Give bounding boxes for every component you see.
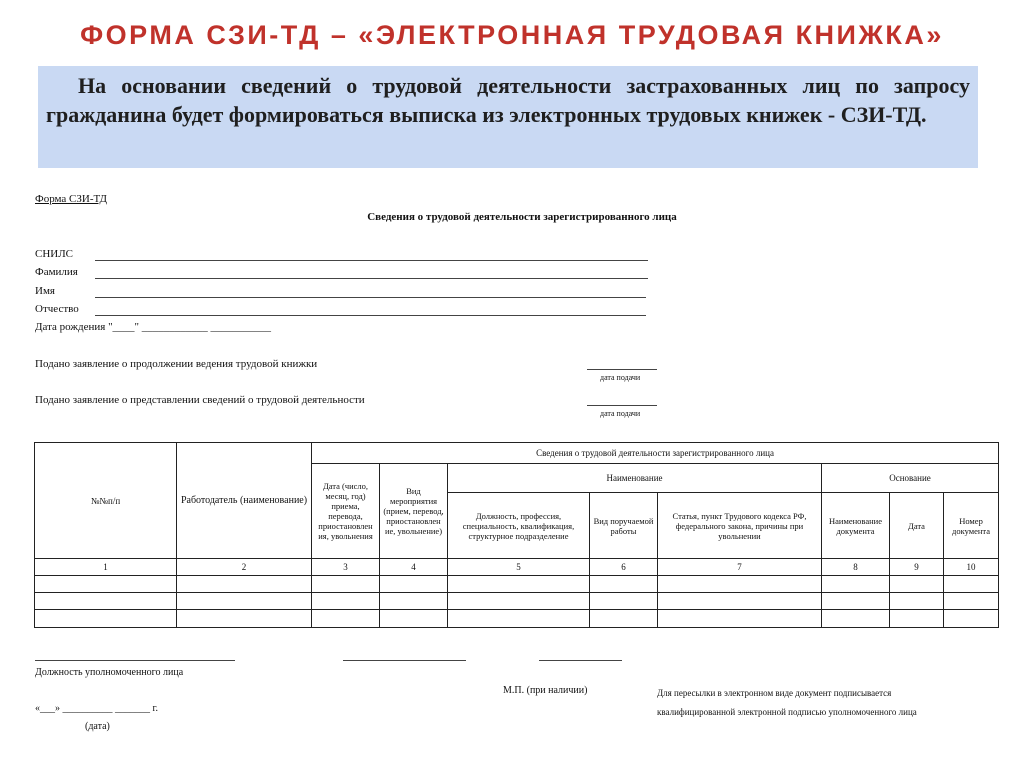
official-position-label: Должность уполномоченного лица — [35, 667, 184, 678]
header-employer: Работодатель (наименование) — [177, 443, 312, 559]
intro-text-box: На основании сведений о трудовой деятельности застрахованных лиц по запросу гражданина будет формироваться выписка из электронных трудовых книжек - СЗИ-ТД. — [38, 66, 978, 168]
patronymic-label: Отчество — [35, 303, 79, 315]
name-line — [95, 297, 646, 298]
col-number-6: 6 — [590, 559, 658, 576]
statement-continue: Подано заявление о продолжении ведения трудовой книжки — [35, 358, 318, 370]
seal-label: М.П. (при наличии) — [503, 685, 588, 696]
header-doc-number: Номер документа — [944, 493, 999, 559]
table-row — [35, 593, 999, 610]
header-work-type: Вид поручаемой работы — [590, 493, 658, 559]
electronic-note-line1: Для пересылки в электронном виде документ подписывается — [657, 688, 892, 698]
col-number-1: 1 — [35, 559, 177, 576]
header-number: №№п/п — [35, 443, 177, 559]
statement-info-line — [587, 405, 657, 406]
header-group-basis: Основание — [822, 464, 999, 493]
col-number-5: 5 — [448, 559, 590, 576]
snils-label: СНИЛС — [35, 248, 74, 260]
name-signature-line — [539, 660, 622, 661]
table-row — [35, 576, 999, 593]
statement-info-caption: дата подачи — [600, 409, 641, 418]
snils-line — [95, 260, 648, 261]
date-line: «___» __________ _______ г. — [35, 703, 158, 714]
form-label: Форма СЗИ-ТД — [35, 193, 108, 205]
col-number-9: 9 — [890, 559, 944, 576]
statement-continue-caption: дата подачи — [600, 373, 641, 382]
table-row — [35, 610, 999, 628]
header-group-main: Сведения о трудовой деятельности зарегистрированного лица — [312, 443, 999, 464]
header-doc-name: Наименование документа — [822, 493, 890, 559]
official-signature-line — [35, 660, 235, 661]
col-number-8: 8 — [822, 559, 890, 576]
birth-date-label: Дата рождения "____" ____________ ___________ — [35, 321, 272, 333]
col-number-3: 3 — [312, 559, 380, 576]
patronymic-line — [95, 315, 646, 316]
surname-label: Фамилия — [35, 266, 78, 278]
header-article: Статья, пункт Трудового кодекса РФ, федерального закона, причины при увольнении — [658, 493, 822, 559]
surname-line — [95, 278, 648, 279]
name-label: Имя — [35, 285, 55, 297]
header-group-name: Наименование — [448, 464, 822, 493]
slide-title: ФОРМА СЗИ-ТД – «ЭЛЕКТРОННАЯ ТРУДОВАЯ КНИЖКА» — [80, 20, 944, 50]
header-date: Дата (число, месяц, год) приема, перевода, приостановлен ия, увольнения — [312, 464, 380, 559]
header-position: Должность, профессия, специальность, квалификация, структурное подразделение — [448, 493, 590, 559]
form-heading: Сведения о трудовой деятельности зарегистрированного лица — [367, 211, 677, 223]
statement-continue-line — [587, 369, 657, 370]
col-number-10: 10 — [944, 559, 999, 576]
col-number-2: 2 — [177, 559, 312, 576]
col-number-4: 4 — [380, 559, 448, 576]
statement-info: Подано заявление о представлении сведений о трудовой деятельности — [35, 394, 365, 406]
electronic-note-line2: квалифицированной электронной подписью уполномоченного лица — [657, 707, 917, 717]
header-doc-date: Дата — [890, 493, 944, 559]
col-number-7: 7 — [658, 559, 822, 576]
signature-line — [343, 660, 466, 661]
employment-table — [34, 442, 999, 628]
date-caption: (дата) — [85, 721, 110, 732]
header-event: Вид мероприятия (прием, перевод, приостановлен ие, увольнение) — [380, 464, 448, 559]
